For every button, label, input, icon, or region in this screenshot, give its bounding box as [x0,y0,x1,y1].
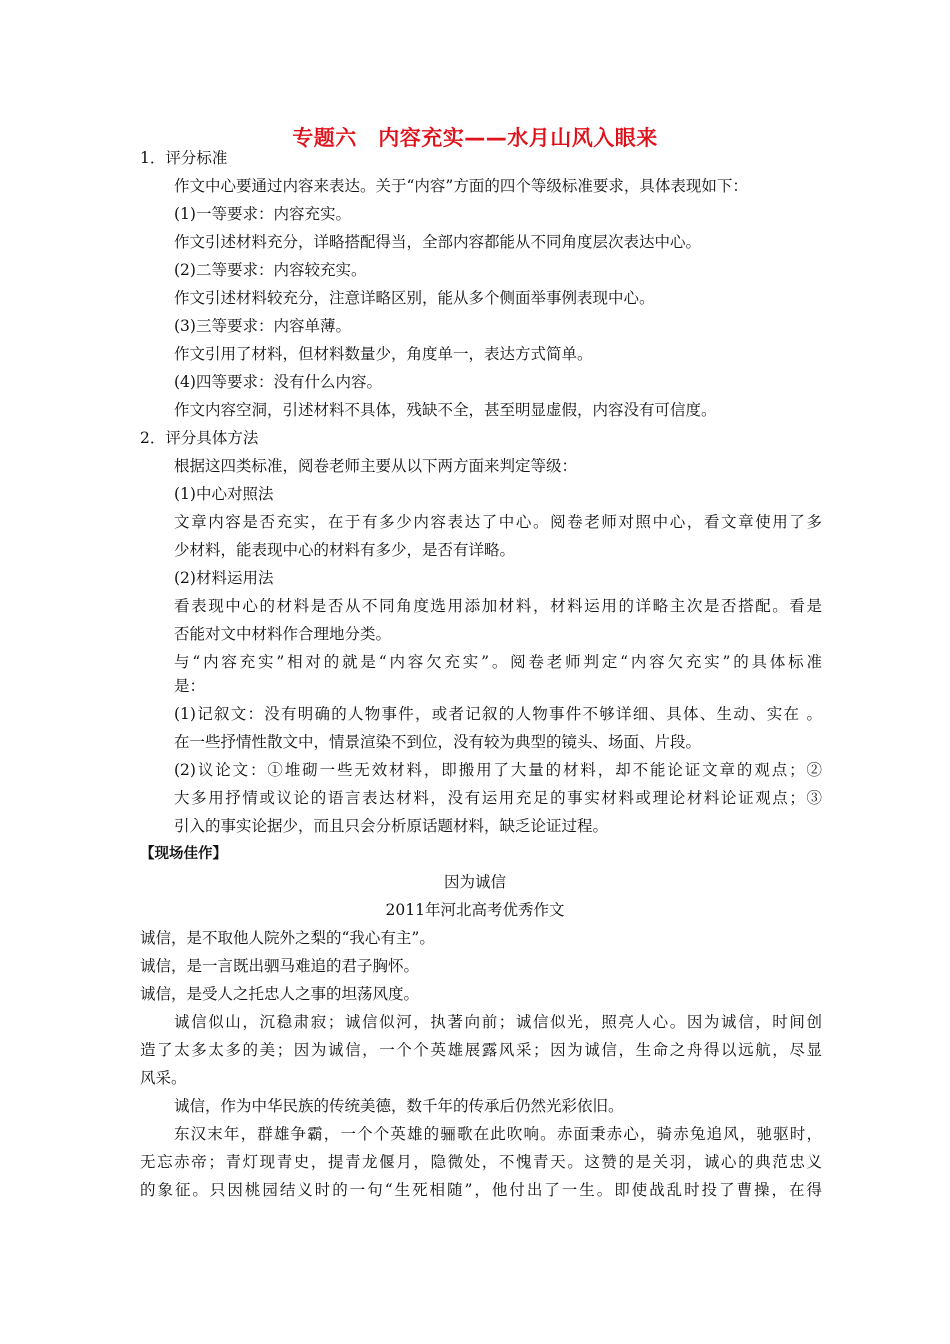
paragraph-line: 在一些抒情性散文中，情景渲染不到位，没有较为典型的镜头、场面、片段。 [174,733,702,751]
paragraph: 作文内容空洞，引述材料不具体，残缺不全，甚至明显虚假，内容没有可信度。 [174,401,717,419]
list-item: (2)二等要求：内容较充实。 [174,261,367,279]
essay-line: 诚信似山，沉稳肃寂；诚信似河，执著向前；诚信似光，照亮人心。因为诚信，时间创 [174,1013,822,1031]
paragraph: 作文中心要通过内容来表达。关于“内容”方面的四个等级标准要求，具体表现如下： [174,177,748,195]
paragraph-line: 大多用抒情或议论的语言表达材料，没有运用充足的事实材料或理论材料论证观点；③ [174,789,822,807]
essay-line: 诚信，作为中华民族的传统美德，数千年的传承后仍然光彩依旧。 [174,1097,624,1115]
essay-line: 造了太多太多的美；因为诚信，一个个英雄展露风采；因为诚信，生命之舟得以远航，尽显 [140,1041,822,1059]
paragraph-line: (1)记叙文：没有明确的人物事件，或者记叙的人物事件不够详细、具体、生动、实在 。 [174,705,822,723]
paragraph-line: 文章内容是否充实，在于有多少内容表达了中心。阅卷老师对照中心，看文章使用了多 [174,513,822,531]
list-item: (2)材料运用法 [174,569,274,587]
paragraph: 根据这四类标准，阅卷老师主要从以下两方面来判定等级： [174,457,578,475]
section-heading: 1．评分标准 [140,149,228,167]
paragraph-line: 看表现中心的材料是否从不同角度选用添加材料，材料运用的详略主次是否搭配。看是 [174,597,822,615]
essay-line: 无忘赤帝；青灯现青史，提青龙偃月，隐微处，不愧青天。这赞的是关羽，诚心的典范忠义 [140,1153,822,1171]
essay-line: 诚信，是不取他人院外之梨的“我心有主”。 [140,929,435,947]
section-heading-live: 【现场佳作】 [140,846,227,862]
page-title: 专题六 内容充实——水月山风入眼来 [292,126,658,150]
list-item: (1)中心对照法 [174,485,274,503]
paragraph-line: 否能对文中材料作合理地分类。 [174,625,392,643]
section-heading: 2．评分具体方法 [140,429,259,447]
essay-line: 诚信，是一言既出驷马难追的君子胸怀。 [140,957,420,975]
essay-title: 因为诚信 [443,873,506,891]
paragraph-line: 是： [174,677,206,695]
paragraph-line: 引入的事实论据少，而且只会分析原话题材料，缺乏论证过程。 [174,817,609,835]
essay-subtitle: 2011年河北高考优秀作文 [385,901,565,919]
list-item: (3)三等要求：内容单薄。 [174,317,351,335]
essay-line: 东汉末年，群雄争霸，一个个英雄的骊歌在此吹响。赤面秉赤心，骑赤兔追风，驰驱时， [174,1125,822,1143]
paragraph-line: 与“内容充实”相对的就是“内容欠充实”。阅卷老师判定“内容欠充实”的具体标准 [174,653,822,671]
paragraph: 作文引述材料充分，详略搭配得当，全部内容都能从不同角度层次表达中心。 [174,233,702,251]
paragraph: 作文引述材料较充分，注意详略区别，能从多个侧面举事例表现中心。 [174,289,655,307]
essay-line: 风采。 [140,1069,187,1087]
list-item: (4)四等要求：没有什么内容。 [174,373,382,391]
list-item: (1)一等要求：内容充实。 [174,205,351,223]
paragraph: 作文引用了材料，但材料数量少，角度单一，表达方式简单。 [174,345,593,363]
essay-line: 的象征。只因桃园结义时的一句“生死相随”，他付出了一生。即使战乱时投了曹操，在得 [140,1181,822,1199]
essay-line: 诚信，是受人之托忠人之事的坦荡风度。 [140,985,420,1003]
paragraph-line: 少材料，能表现中心的材料有多少，是否有详略。 [174,541,516,559]
paragraph-line: (2)议论文：①堆砌一些无效材料，即搬用了大量的材料，却不能论证文章的观点；② [174,761,822,779]
